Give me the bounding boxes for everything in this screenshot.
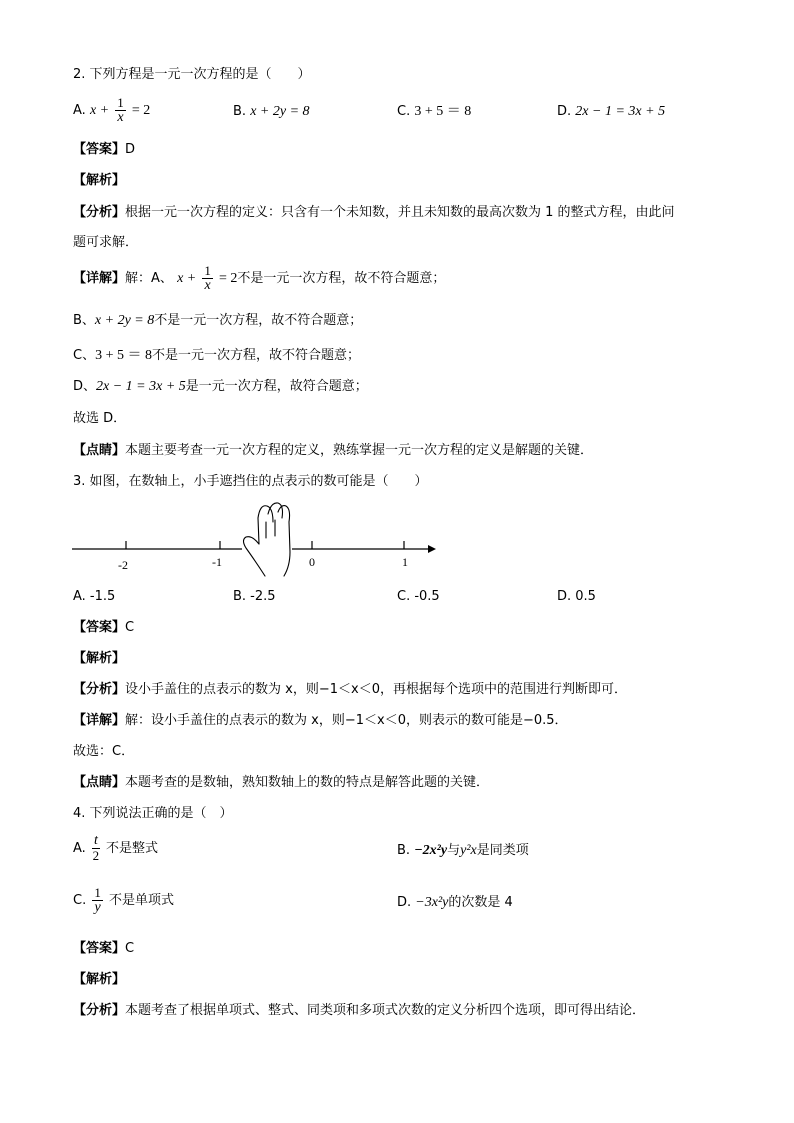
q3-answer: 【答案】C (73, 620, 135, 635)
fraction: $\frac{1}{x}$ (117, 95, 124, 125)
fraction: $\frac{1}{y}$ (94, 885, 101, 915)
q3-analysis-label: 【解析】 (73, 651, 126, 666)
q3-xiangjie: 【详解】解：设小手盖住的点表示的数为 x，则−1＜x＜0，则表示的数可能是−0.5． (73, 713, 568, 728)
q2-option-c: C. 3 + 5 ＝ 8 (397, 104, 472, 119)
tick-label: 0 (309, 555, 315, 569)
q2-line-c: C、3 + 5 ＝ 8不是一元一次方程，故不符合题意； (73, 348, 360, 363)
q2-answer: 【答案】D (73, 142, 136, 157)
q2-analysis-label: 【解析】 (73, 173, 126, 188)
tick-label: 1 (402, 555, 408, 569)
q2-option-a: A. x + $\frac{1}{x}$ = 2 (73, 95, 151, 125)
q2-dianjing: 【点睛】本题主要考查一元一次方程的定义，熟练掌握一元一次方程的定义是解题的关键． (73, 443, 594, 458)
q4-fenxi: 【分析】本题考查了根据单项式、整式、同类项和多项式次数的定义分析四个选项，即可得出结论． (73, 1003, 646, 1018)
q2-option-d: D. 2x − 1 = 3x + 5 (557, 104, 666, 119)
q2-line-d: D、2x − 1 = 3x + 5是一元一次方程，故符合题意； (73, 379, 368, 394)
tick-label: -1 (212, 555, 222, 569)
hand-icon (244, 503, 291, 576)
q4-option-a: A. $\frac{t}{2}$ 不是整式 (73, 833, 158, 863)
q2-option-b: B. x + 2y = 8 (233, 104, 310, 119)
fraction: $\frac{1}{x}$ (204, 263, 211, 293)
q2-line-b: B、x + 2y = 8不是一元一次方程，故不符合题意； (73, 313, 363, 328)
number-line-figure (60, 500, 450, 585)
q2-fenxi-cont: 题可求解． (73, 235, 139, 250)
q4-answer: 【答案】C (73, 941, 135, 956)
q3-dianjing: 【点睛】本题考查的是数轴，熟知数轴上的数的特点是解答此题的关键． (73, 775, 490, 790)
q2-fenxi: 【分析】根据一元一次方程的定义：只含有一个未知数，并且未知数的最高次数为 1 的整式方程，由此问 (73, 205, 675, 220)
tick-label: -2 (118, 558, 128, 572)
q3-conclusion: 故选：C． (73, 744, 135, 759)
q3-option-c: C. -0.5 (397, 589, 440, 604)
q2-conclusion: 故选 D． (73, 411, 127, 426)
q4-stem: 4. 下列说法正确的是（ ） (73, 806, 233, 821)
q3-option-d: D. 0.5 (557, 589, 596, 604)
q4-option-d: D. −3x²y的次数是 4 (397, 895, 513, 910)
q3-option-a: A. -1.5 (73, 589, 116, 604)
q3-fenxi: 【分析】设小手盖住的点表示的数为 x，则−1＜x＜0，再根据每个选项中的范围进行判断即可． (73, 682, 627, 697)
q3-stem: 3. 如图，在数轴上，小手遮挡住的点表示的数可能是（ ） (73, 474, 428, 489)
q4-option-c: C. $\frac{1}{y}$ 不是单项式 (73, 885, 175, 915)
q4-option-b: B. −2x²y与y²x是同类项 (397, 843, 529, 858)
q2-stem: 2. 下列方程是一元一次方程的是（ ） (73, 67, 311, 82)
q4-analysis-label: 【解析】 (73, 972, 126, 987)
arrow-icon (428, 545, 436, 553)
q3-option-b: B. -2.5 (233, 589, 276, 604)
q2-xiangjie: 【详解】解：A、 x + $\frac{1}{x}$ = 2不是一元一次方程，故不符合题意； (73, 263, 446, 293)
fraction: $\frac{t}{2}$ (92, 833, 100, 863)
